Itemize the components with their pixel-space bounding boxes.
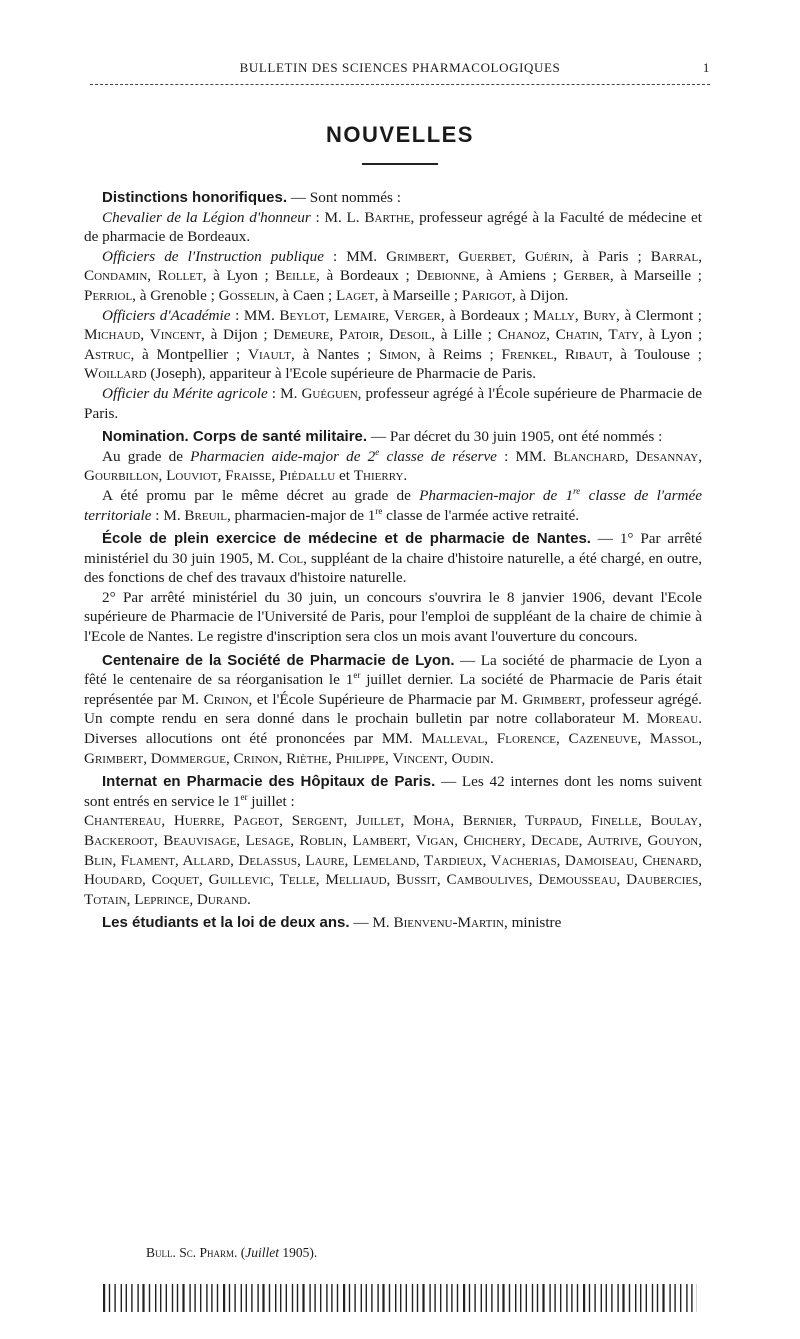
paragraph: Officiers d'Académie : MM. Beylot, Lemaire, Verger, à Bordeaux ; Mally, Bury, à Clermont ; Michaud, Vincent, à Dijon ; Demeure, Patoir, Desoil, à Lille ; Chanoz, Chatin, Taty, à Lyon ; Astruc, à Montpellier ; Viault, à Nantes ; Simon, à Reims ; Frenkel, Ribaut, à Toulouse ; Woillard (Joseph), appariteur à l'Ecole supérieure de Pharmacie de Paris.: [84, 306, 703, 383]
paragraph: Officier du Mérite agricole : M. Guéguen, professeur agrégé à l'École supérieure de Pharmacie de Paris.: [84, 384, 702, 422]
page-number: 1: [702, 60, 710, 75]
paragraph: A été promu par le même décret au grade de Pharmacien-major de 1re classe de l'armée territoriale : M. Breuil, pharmacien-major de 1re classe de l'armée active retraité.: [84, 485, 702, 524]
paragraph: Centenaire de la Société de Pharmacie de Lyon. — La société de pharmacie de Lyon a fêté le centenaire de sa réorganisation le 1er juillet dernier. La société de Pharmacie de Paris était représentée par M. Crinon, et l'École Supérieure de Pharmacie par M. Grimbert, professeur agrégé. Un compte rendu en sera donné dans le prochain bulletin par notre collaborateur M. Moreau. Diverses allocutions ont été prononcées par MM. Malleval, Florence, Cazeneuve, Massol, Grimbert, Dommergue, Crinon, Rièthe, Philippe, Vincent, Oudin.: [84, 651, 703, 767]
footer-citation: Bull. Sc. Pharm. (Juillet 1905).: [146, 1245, 318, 1260]
paragraph: Chantereau, Huerre, Pageot, Sergent, Juillet, Moha, Bernier, Turpaud, Finelle, Boulay, Backeroot, Beauvisage, Lesage, Roblin, Lambert, Vigan, Chichery, Decade, Autrive, Gouyon, Blin, Flament, Allard, Delassus, Laure, Lemeland, Tardieux, Vacherias, Damoiseau, Chenard, Houdard, Coquet, Guillevic, Telle, Melliaud, Bussit, Camboulives, Demousseau, Daubercies, Totain, Leprince, Durand.: [84, 812, 702, 908]
title-rule: [362, 163, 438, 165]
barcode-image: [103, 1284, 697, 1312]
paragraph: Au grade de Pharmacien aide-major de 2e classe de réserve : MM. Blanchard, Desannay, Gourbillon, Louviot, Fraisse, Piédallu et Thierry.: [84, 446, 702, 485]
header-rule: [90, 84, 710, 85]
section-title: NOUVELLES: [326, 122, 474, 147]
paragraph: 2° Par arrêté ministériel du 30 juin, un concours s'ouvrira le 8 janvier 1906, devant l'Ecole supérieure de Pharmacie de l'Université de Paris, pour l'emploi de suppléant de la chaire de chimie à l'Ecole de Nantes. Le registre d'inscription sera clos un mois avant l'ouverture du concours.: [84, 588, 702, 646]
running-head-title: BULLETIN DES SCIENCES PHARMACOLOGIQUES: [239, 60, 561, 75]
paragraph: Internat en Pharmacie des Hôpitaux de Paris. — Les 42 internes dont les noms suivent sont entrés en service le 1er juillet :: [84, 773, 702, 810]
paragraph: Nomination. Corps de santé militaire. — Par décret du 30 juin 1905, ont été nommés :: [102, 428, 663, 446]
paragraph: Distinctions honorifiques. — Sont nommés :: [102, 189, 401, 206]
running-head: [90, 56, 710, 80]
article-body: [84, 188, 702, 933]
paragraph: Officiers de l'Instruction publique : MM. Grimbert, Guerbet, Guérin, à Paris ; Barral, Condamin, Rollet, à Lyon ; Beille, à Bordeaux ; Debionne, à Amiens ; Gerber, à Marseille ; Perriol, à Grenoble ; Gosselin, à Caen ; Laget, à Marseille ; Parigot, à Dijon.: [84, 247, 702, 304]
paragraph: Chevalier de la Légion d'honneur : M. L. Barthe, professeur agrégé à la Faculté de médecine et de pharmacie de Bordeaux.: [84, 208, 702, 246]
paragraph: Les étudiants et la loi de deux ans. — M. Bienvenu-Martin, ministre: [102, 914, 562, 932]
paragraph: École de plein exercice de médecine et de pharmacie de Nantes. — 1° Par arrêté ministériel du 30 juin 1905, M. Col, suppléant de la chaire d'histoire naturelle, a été chargé, en outre, des fonctions de chef des travaux d'histoire naturelle.: [84, 530, 702, 587]
